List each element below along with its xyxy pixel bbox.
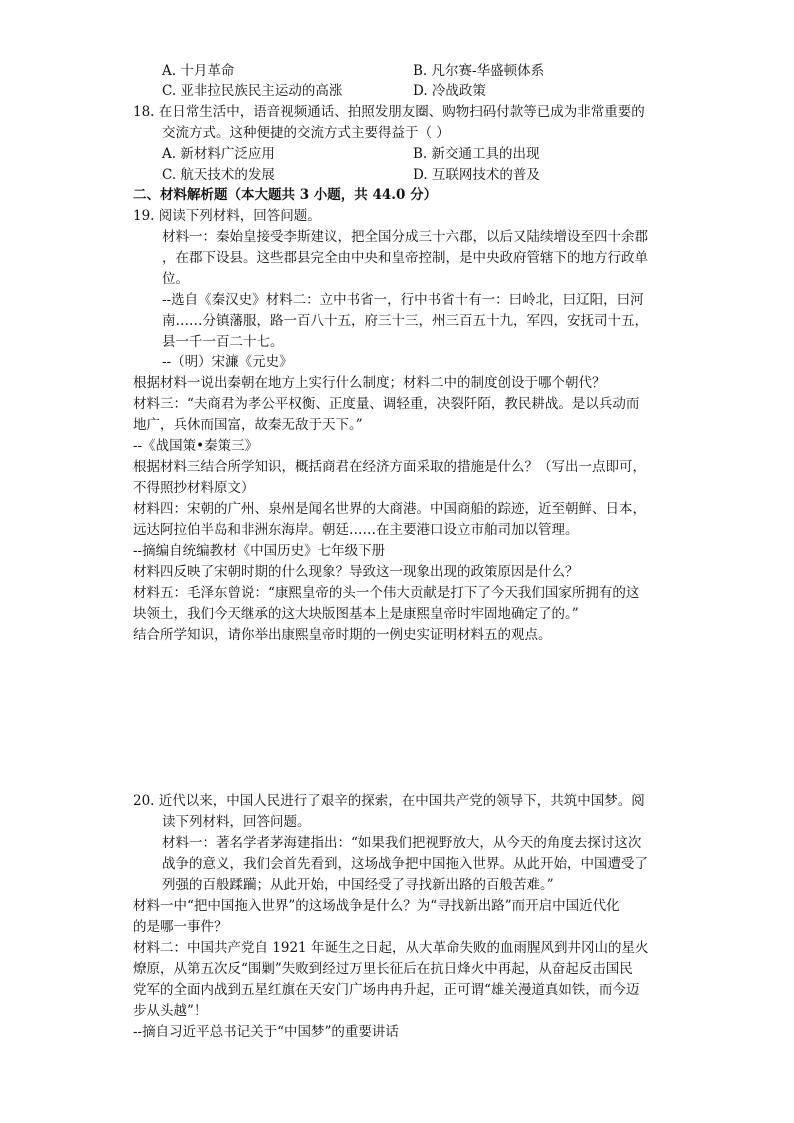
- q20-sub-question-1-line2: 的是哪一事件？: [133, 919, 228, 935]
- q18-stem-line2: 交流方式。这种便捷的交流方式主要得益于（ ）: [162, 125, 450, 141]
- q17-option-c: C. 亚非拉民族民主运动的高涨: [162, 83, 343, 99]
- q19-material-1-line3: 位。: [162, 271, 189, 287]
- q19-material-3-line2: 地广，兵休而国富，故秦无敌于天下。”: [133, 417, 363, 433]
- q19-material-1-line1: 材料一：秦始皇接受李斯建议，把全国分成三十六郡，以后又陆续增设至四十余郡: [162, 229, 648, 245]
- q19-material-5-line1: 材料五：毛泽东曾说：“康熙皇帝的头一个伟大贡献是打下了今天我们国家所拥有的这: [133, 585, 640, 601]
- q20-material-2-line4: 步从头越”！: [133, 1003, 208, 1019]
- q17-option-a: A. 十月革命: [162, 63, 235, 79]
- q19-sub-question-4: 结合所学知识，请你举出康熙皇帝时期的一例史实证明材料五的观点。: [133, 627, 552, 643]
- q20-material-1-line3: 列强的百般蹂躏；从此开始，中国经受了寻找新出路的百般苦难。”: [162, 877, 554, 893]
- q18-option-d: D. 互联网技术的普及: [413, 167, 540, 183]
- q19-material-1-line2: ，在郡下设县。这些郡县完全由中央和皇帝控制，是中央政府管辖下的地方行政单: [162, 250, 648, 266]
- q19-material-2-line1: --选自《秦汉史》材料二：立中书省一，行中书省十有一：曰岭北，曰辽阳，曰河: [162, 292, 644, 308]
- q19-material-3-line1: 材料三：“夫商君为孝公平权衡、正度量、调轻重，决裂阡陌，教民耕战。是以兵动而: [133, 396, 640, 412]
- q20-material-1-line2: 战争的意义，我们会首先看到，这场战争把中国拖入世界。从此开始，中国遭受了: [162, 856, 648, 872]
- q19-sub-question-3: 材料四反映了宋朝时期的什么现象？导致这一现象出现的政策原因是什么？: [133, 564, 579, 580]
- q19-sub-question-1: 根据材料一说出秦朝在地方上实行什么制度；材料二中的制度创设于哪个朝代？: [133, 375, 606, 391]
- q17-option-d: D. 冷战政策: [413, 83, 486, 99]
- q20-material-1-line1: 材料一：著名学者茅海建指出：“如果我们把视野放大，从今天的角度去探讨这次: [162, 835, 642, 851]
- q19-material-2-source: --（明）宋濂《元史》: [162, 354, 293, 370]
- q17-option-b: B. 凡尔赛-华盛顿体系: [413, 63, 545, 79]
- q18-option-b: B. 新交通工具的出现: [413, 146, 540, 162]
- q19-material-3-source: --《战国策•秦策三》: [133, 438, 259, 454]
- q20-stem-line1: 20. 近代以来，中国人民进行了艰辛的探索，在中国共产党的领导下，共筑中国梦。阅: [133, 793, 645, 809]
- q20-stem-line2: 读下列材料，回答问题。: [162, 814, 311, 830]
- q20-sub-question-1-line1: 材料一中“把中国拖入世界”的这场战争是什么？为“寻找新出路”而开启中国近代化: [133, 898, 620, 914]
- section-heading: 二、材料解析题（本大题共 3 小题，共 44.0 分）: [133, 187, 438, 203]
- q20-material-2-line1: 材料二：中国共产党自 1921 年诞生之日起，从大革命失败的血雨腥风到井冈山的星火: [133, 940, 649, 956]
- q19-material-5-line2: 块领土，我们今天继承的这大块版图基本上是康熙皇帝时牢固地确定了的。”: [133, 606, 579, 622]
- q19-material-2-line2: 南……分镇藩服，路一百八十五，府三十三，州三百五十九，军四，安抚司十五，: [162, 313, 648, 329]
- q18-option-c: C. 航天技术的发展: [162, 167, 275, 183]
- q19-sub-question-2-line1: 根据材料三结合所学知识，概括商君在经济方面采取的措施是什么？（写出一点即可，: [133, 459, 646, 475]
- q19-material-4-source: --摘编自统编教材《中国历史》七年级下册: [133, 543, 386, 559]
- q20-material-2-line2: 燎原，从第五次反“围剿”失败到经过万里长征后在抗日烽火中再起，从奋起反击国民: [133, 961, 633, 977]
- q19-material-4-line1: 材料四：宋朝的广州、泉州是闻名世界的大商港。中国商船的踪迹，近至朝鲜、日本，: [133, 501, 646, 517]
- q18-option-a: A. 新材料广泛应用: [162, 146, 275, 162]
- q20-material-2-line3: 党军的全面内战到五星红旗在天安门广场冉冉升起，正可谓“雄关漫道真如铁，而今迈: [133, 982, 640, 998]
- q19-material-2-line3: 县一千一百二十七。: [162, 334, 284, 350]
- q20-material-2-source: --摘自习近平总书记关于“中国梦”的重要讲话: [133, 1024, 399, 1040]
- q19-stem: 19. 阅读下列材料，回答问题。: [133, 208, 321, 224]
- q19-sub-question-2-line2: 不得照抄材料原文）: [133, 480, 255, 496]
- q19-material-4-line2: 远达阿拉伯半岛和非洲东海岸。朝廷……在主要港口设立市舶司加以管理。: [133, 522, 579, 538]
- q18-stem-line1: 18. 在日常生活中，语音视频通话、拍照发朋友圈、购物扫码付款等已成为非常重要的: [133, 104, 645, 120]
